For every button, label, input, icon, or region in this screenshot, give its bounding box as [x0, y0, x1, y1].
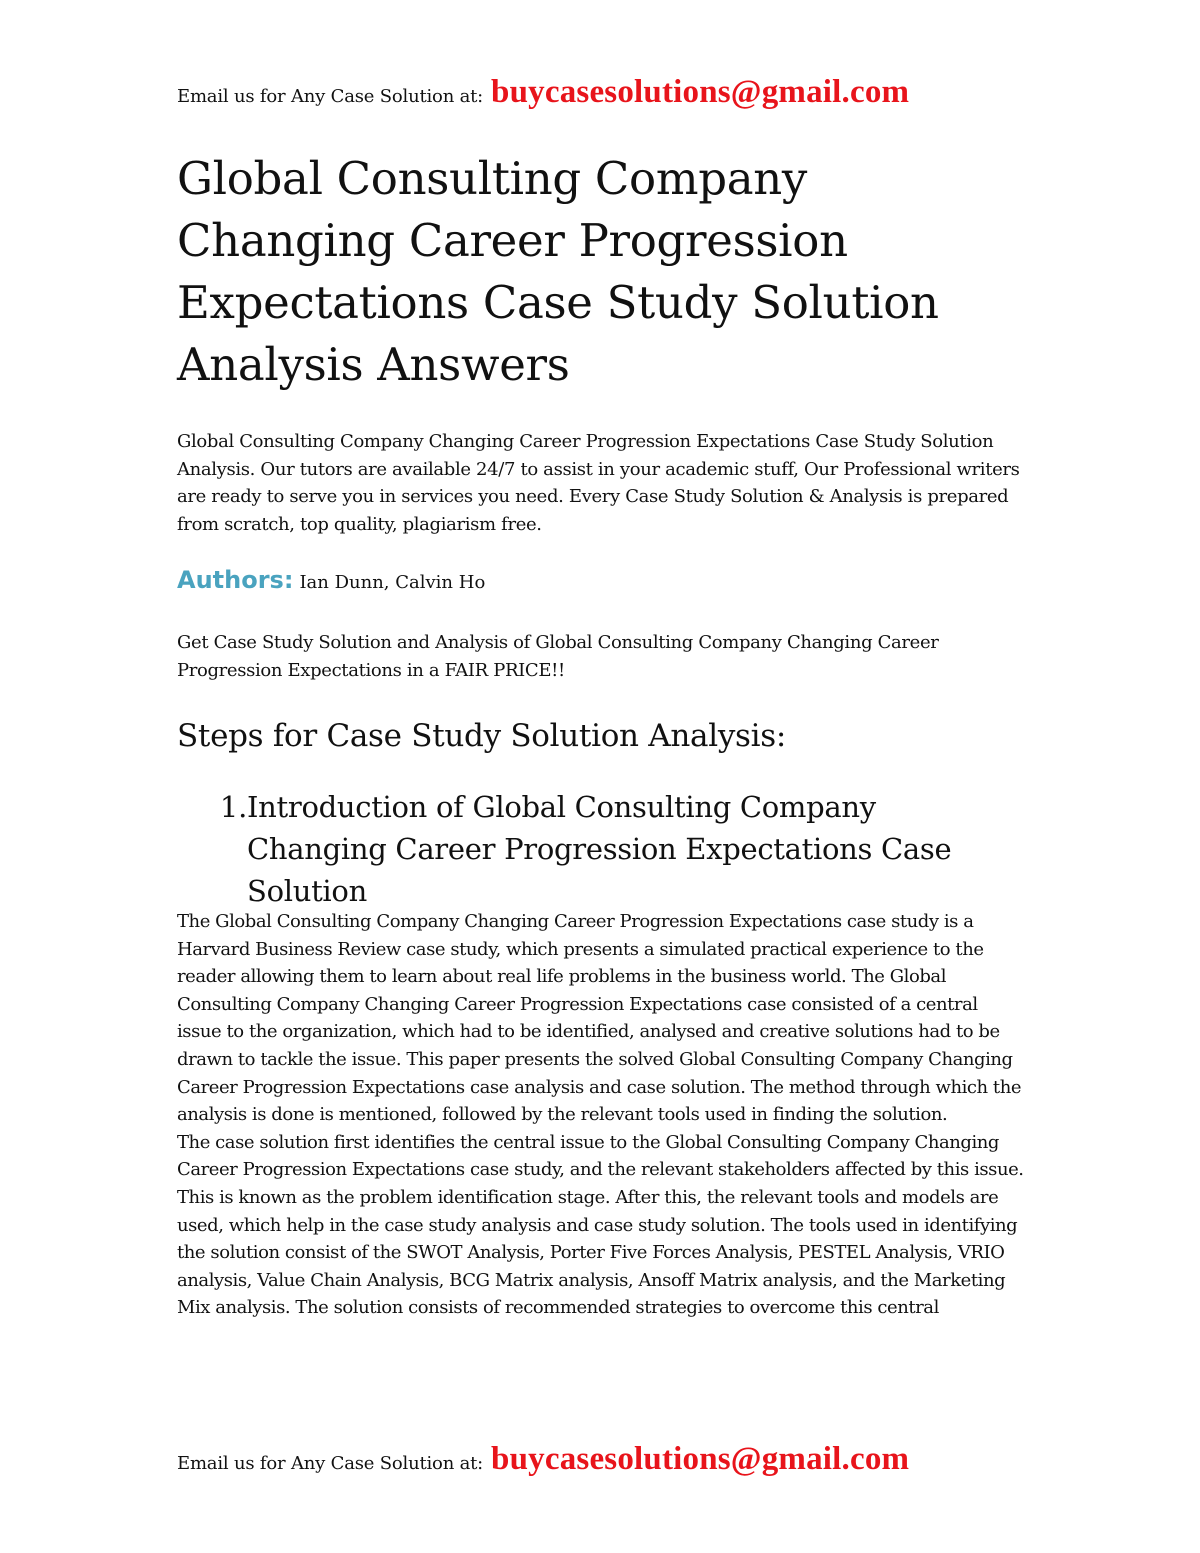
- step-title: Introduction of Global Consulting Company Changing Career Progression Expectations Case Solution: [247, 790, 952, 908]
- step-number: 1.: [219, 790, 247, 824]
- footer-email-prefix: Email us for Any Case Solution at:: [177, 1453, 484, 1474]
- body-paragraph-2: The case solution first identifies the central issue to the Global Consulting Company Changing Career Progression Expectations case study, and the relevant stakeholders affected by this issue. This is known as the problem identification stage. After this, the relevant tools and models are used, which help in the case study analysis and case study solution. The tools used in identifying the solution consist of the SWOT Analysis, Porter Five Forces Analysis, PESTEL Analysis, VRIO analysis, Value Chain Analysis, BCG Matrix analysis, Ansoff Matrix analysis, and the Marketing Mix analysis. The solution consists of recommended strategies to overcome this central: [177, 1131, 1024, 1319]
- header-email-prefix: Email us for Any Case Solution at:: [177, 86, 484, 107]
- footer-email-link[interactable]: buycasesolutions@gmail.com: [491, 1441, 910, 1477]
- header-email-link[interactable]: buycasesolutions@gmail.com: [491, 74, 910, 110]
- step-item-introduction: [177, 786, 1007, 912]
- authors-label: Authors:: [177, 566, 294, 594]
- body-paragraph-1: The Global Consulting Company Changing Career Progression Expectations case study is a Harvard Business Review case study, which presents a simulated practical experience to the reader allowing them to learn about real life problems in the business world. The Global Consulting Company Changing Career Progression Expectations case consisted of a central issue to the organization, which had to be identified, analysed and creative solutions had to be drawn to tackle the issue. This paper presents the solved Global Consulting Company Changing Career Progression Expectations case analysis and case solution. The method through which the analysis is done is mentioned, followed by the relevant tools used in finding the solution.: [177, 911, 1022, 1126]
- authors-names: Ian Dunn, Calvin Ho: [299, 572, 486, 593]
- footer-email-line: [177, 1441, 1077, 1478]
- authors-line: [177, 566, 485, 594]
- document-title: Global Consulting Company Changing Career Progression Expectations Case Study Solution Analysis Answers: [177, 152, 939, 391]
- intro-paragraph: Global Consulting Company Changing Career Progression Expectations Case Study Solution Analysis. Our tutors are available 24/7 to assist in your academic stuff, Our Professional writers are ready to serve you in services you need. Every Case Study Solution & Analysis is prepared from scratch, top quality, plagiarism free.: [177, 431, 1020, 535]
- cta-paragraph: Get Case Study Solution and Analysis of Global Consulting Company Changing Career Progression Expectations in a FAIR PRICE!!: [177, 632, 939, 681]
- body-text: [177, 908, 1027, 1322]
- steps-heading: Steps for Case Study Solution Analysis:: [177, 718, 787, 754]
- header-email-line: [177, 74, 1077, 111]
